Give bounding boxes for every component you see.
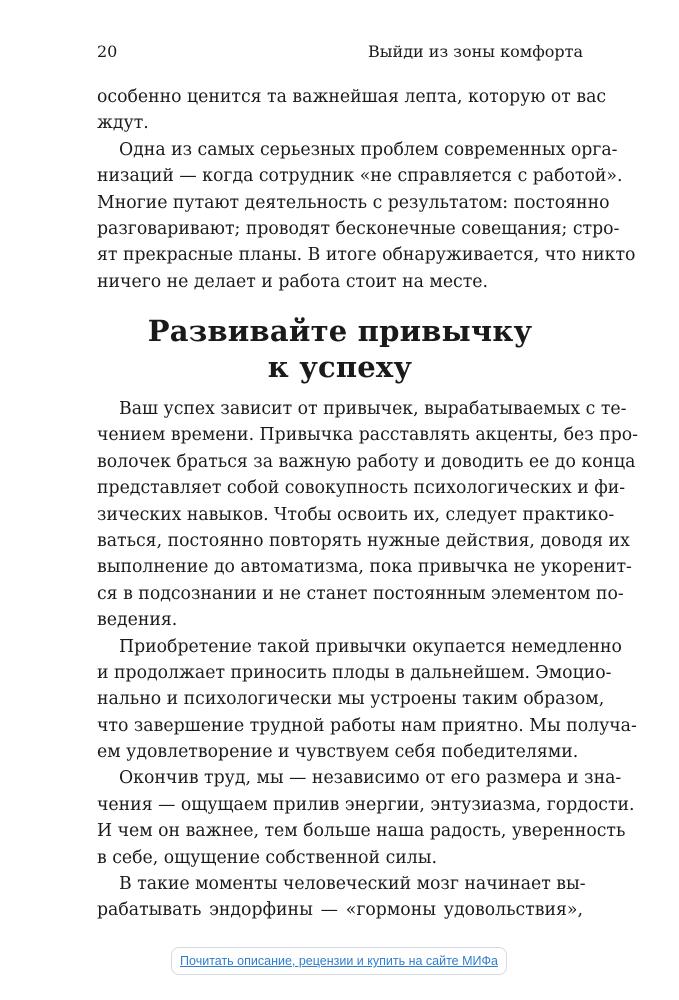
text-line: Окончив труд, мы — независимо от его размера и зна- — [119, 768, 622, 789]
text-line: И чем он важнее, тем больше наша радость, уверенность — [97, 821, 626, 842]
text-line: представляет собой совокупность психологических и фи- — [97, 478, 626, 499]
text-line: рабатывать эндорфины — «гормоны удовольствия», — [97, 900, 583, 921]
paragraph — [97, 871, 586, 924]
text-line: ваться, постоянно повторять нужные действия, доводя их — [97, 530, 630, 551]
text-line: особенно ценится та важнейшая лепта, которую от вас — [97, 87, 607, 107]
text-line: ничего не делает и работа стоит на месте. — [97, 271, 489, 292]
heading-line: к успеху — [267, 350, 413, 384]
paragraph — [97, 396, 639, 634]
text-line: Ваш успех зависит от привычек, вырабатываемых с те- — [119, 399, 627, 419]
text-line: ждут. — [97, 113, 149, 134]
text-line: Многие путают деятельность с результатом: постоянно — [97, 192, 610, 213]
text-line: зических навыков. Чтобы освоить их, следует практико- — [97, 504, 615, 525]
text-line: Приобретение такой привычки окупается немедленно — [119, 636, 622, 657]
text-line: выполнение до автоматизма, пока привычка не укоренит- — [97, 557, 632, 578]
text-line: ят прекрасные планы. В итоге обнаруживается, что никто — [97, 245, 636, 266]
text-block-bottom — [97, 396, 639, 924]
heading-line: Развивайте привычку — [147, 314, 533, 348]
paragraph — [97, 137, 636, 295]
buy-book-link[interactable]: Почитать описание, рецензии и купить на сайте МИФа — [171, 947, 507, 975]
text-line: разговаривают; проводят бесконечные совещания; стро- — [97, 218, 620, 239]
text-line: в себе, ощущение собственной силы. — [97, 847, 437, 868]
paragraph — [97, 765, 635, 871]
text-line: ведения. — [97, 610, 178, 631]
book-title: Выйди из зоны комфорта — [368, 42, 583, 61]
text-line: и продолжает приносить плоды в дальнейшем. Эмоцио- — [97, 662, 612, 683]
text-block-top — [97, 84, 636, 295]
text-line: чения — ощущаем прилив энергии, энтузиазма, гордости. — [97, 794, 635, 815]
text-line: чением времени. Привычка расставлять акценты, без про- — [97, 425, 639, 446]
text-line: В такие моменты человеческий мозг начинает вы- — [119, 874, 586, 895]
page-number: 20 — [97, 42, 118, 61]
text-line: волочек браться за важную работу и доводить ее до конца — [97, 451, 636, 472]
paragraph — [97, 84, 607, 137]
text-line: низаций — когда сотрудник «не справляется с работой». — [97, 166, 623, 187]
paragraph — [97, 634, 637, 766]
text-line: ся в подсознании и не станет постоянным элементом по- — [97, 583, 624, 604]
section-heading — [97, 313, 583, 385]
text-line: Одна из самых серьезных проблем современных орга- — [119, 139, 618, 160]
text-line: ем удовлетворение и чувствуем себя победителями. — [97, 742, 579, 763]
text-line: нально и психологически мы устроены таким образом, — [97, 689, 605, 710]
text-line: что завершение трудной работы нам приятно. Мы получа- — [97, 715, 637, 736]
